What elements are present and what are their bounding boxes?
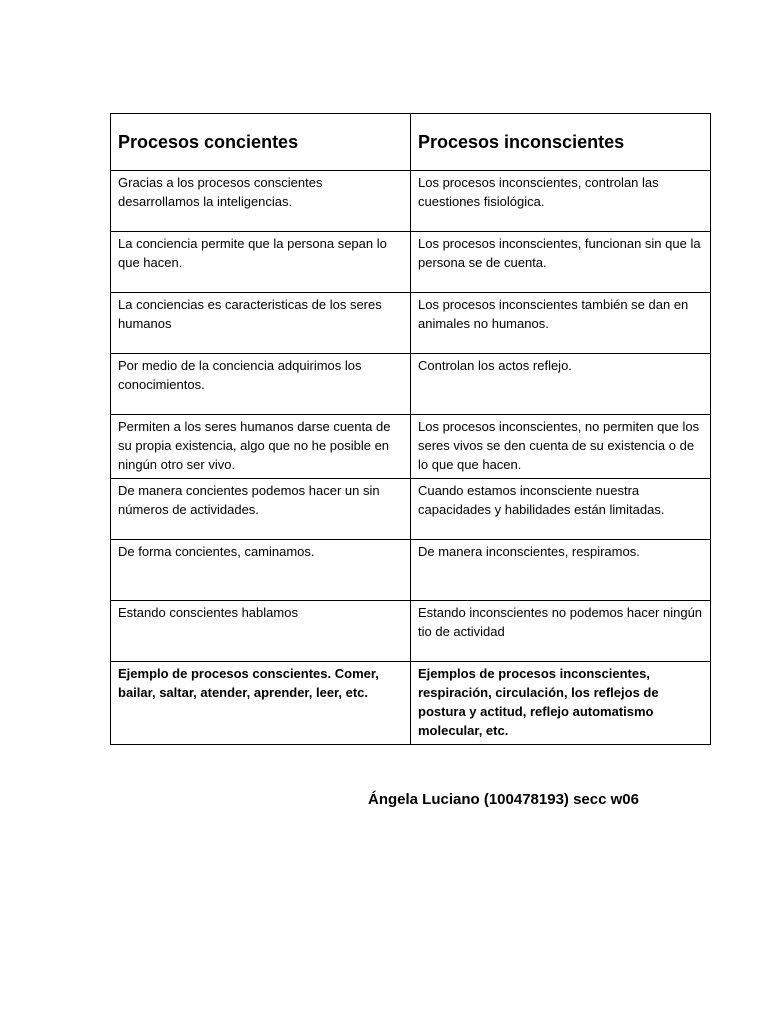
table-cell: Por medio de la conciencia adquirimos los conocimientos. [111,354,411,415]
table-cell: Permiten a los seres humanos darse cuenta de su propia existencia, algo que no he posible en ningún otro ser vivo. [111,415,411,479]
table-cell: Ejemplos de procesos inconscientes, respiración, circulación, los reflejos de postura y actitud, reflejo automatismo molecular, etc. [411,662,711,745]
table-row [111,354,711,415]
table-cell: Los procesos inconscientes, controlan las cuestiones fisiológica. [411,171,711,232]
table-cell: De manera concientes podemos hacer un sin números de actividades. [111,479,411,540]
table-cell: Los procesos inconscientes, funcionan sin que la persona se de cuenta. [411,232,711,293]
comparison-table [110,113,711,745]
table-row [111,601,711,662]
author-signature: Ángela Luciano (100478193) secc w06 [368,791,639,808]
table-row [111,293,711,354]
table-cell: De manera inconscientes, respiramos. [411,540,711,601]
header-conscious: Procesos concientes [111,114,411,171]
table-cell: Los procesos inconscientes, no permiten que los seres vivos se den cuenta de su existencia o de lo que que hacen. [411,415,711,479]
table-header-row [111,114,711,171]
table-row [111,415,711,479]
header-unconscious: Procesos inconscientes [411,114,711,171]
table-row-examples [111,662,711,745]
table-cell: La conciencias es caracteristicas de los seres humanos [111,293,411,354]
table-cell: Estando conscientes hablamos [111,601,411,662]
table-cell: Cuando estamos inconsciente nuestra capacidades y habilidades están limitadas. [411,479,711,540]
table-row [111,171,711,232]
table-row [111,540,711,601]
table-cell: La conciencia permite que la persona sepan lo que hacen. [111,232,411,293]
table-cell: Estando inconscientes no podemos hacer ningún tio de actividad [411,601,711,662]
table-cell: De forma concientes, caminamos. [111,540,411,601]
table-cell: Ejemplo de procesos conscientes. Comer, bailar, saltar, atender, aprender, leer, etc. [111,662,411,745]
table-row [111,479,711,540]
table-cell: Controlan los actos reflejo. [411,354,711,415]
table-row [111,232,711,293]
table-cell: Gracias a los procesos conscientes desarrollamos la inteligencias. [111,171,411,232]
table-cell: Los procesos inconscientes también se dan en animales no humanos. [411,293,711,354]
